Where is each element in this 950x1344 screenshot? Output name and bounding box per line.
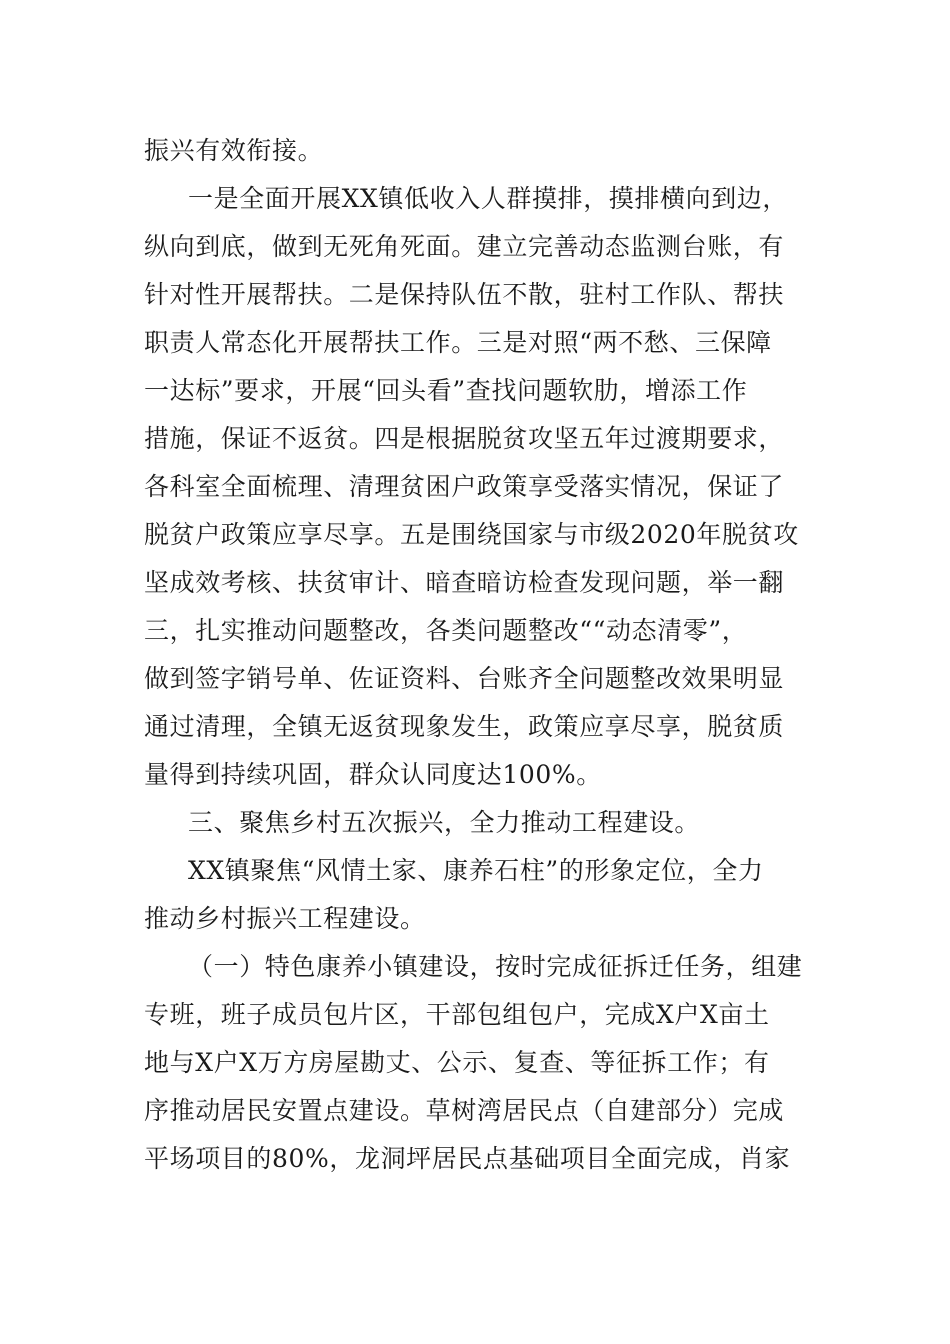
document-body <box>144 127 810 1183</box>
text-line: 专班，班子成员包片区，干部包组包户，完成X户X亩土 <box>144 1000 770 1029</box>
text-line: 三，扎实推动问题整改，各类问题整改““动态清零”， <box>144 616 748 645</box>
text-line: XX镇聚焦“风情土家、康养石柱”的形象定位，全力 <box>188 856 764 885</box>
text-line: 平场项目的80%，龙洞坪居民点基础项目全面完成，肖家 <box>144 1144 791 1173</box>
section-heading: 三、聚焦乡村五次振兴，全力推动工程建设。 <box>188 808 701 837</box>
text-line: 推动乡村振兴工程建设。 <box>144 904 426 933</box>
text-line: 措施，保证不返贫。四是根据脱贫攻坚五年过渡期要求， <box>144 424 785 453</box>
text-line: 坚成效考核、扶贫审计、暗查暗访检查发现问题，举一翻 <box>144 568 785 597</box>
text-line: 针对性开展帮扶。二是保持队伍不散，驻村工作队、帮扶 <box>144 280 785 309</box>
text-line: 做到签字销号单、佐证资料、台账齐全问题整改效果明显 <box>144 664 785 693</box>
text-line: 各科室全面梳理、清理贫困户政策享受落实情况，保证了 <box>144 472 785 501</box>
text-line: 序推动居民安置点建设。草树湾居民点（自建部分）完成 <box>144 1096 785 1125</box>
text-line: 振兴有效衔接。 <box>144 136 324 165</box>
text-line: 一是全面开展XX镇低收入人群摸排，摸排横向到边， <box>188 184 788 213</box>
text-line: 量得到持续巩固，群众认同度达100%。 <box>144 760 602 789</box>
text-line: 地与X户X万方房屋勘丈、公示、复查、等征拆工作；有 <box>144 1048 770 1077</box>
text-line: 纵向到底，做到无死角死面。建立完善动态监测台账，有 <box>144 232 785 261</box>
text-line: 通过清理，全镇无返贫现象发生，政策应享尽享，脱贫质 <box>144 712 785 741</box>
text-line: 一达标”要求，开展“回头看”查找问题软肋，增添工作 <box>144 376 748 405</box>
text-line: 职责人常态化开展帮扶工作。三是对照“两不愁、三保障 <box>144 328 772 357</box>
text-line: （一）特色康养小镇建设，按时完成征拆迁任务，组建 <box>188 952 803 981</box>
text-line: 脱贫户政策应享尽享。五是围绕国家与市级2020年脱贫攻 <box>144 520 799 549</box>
